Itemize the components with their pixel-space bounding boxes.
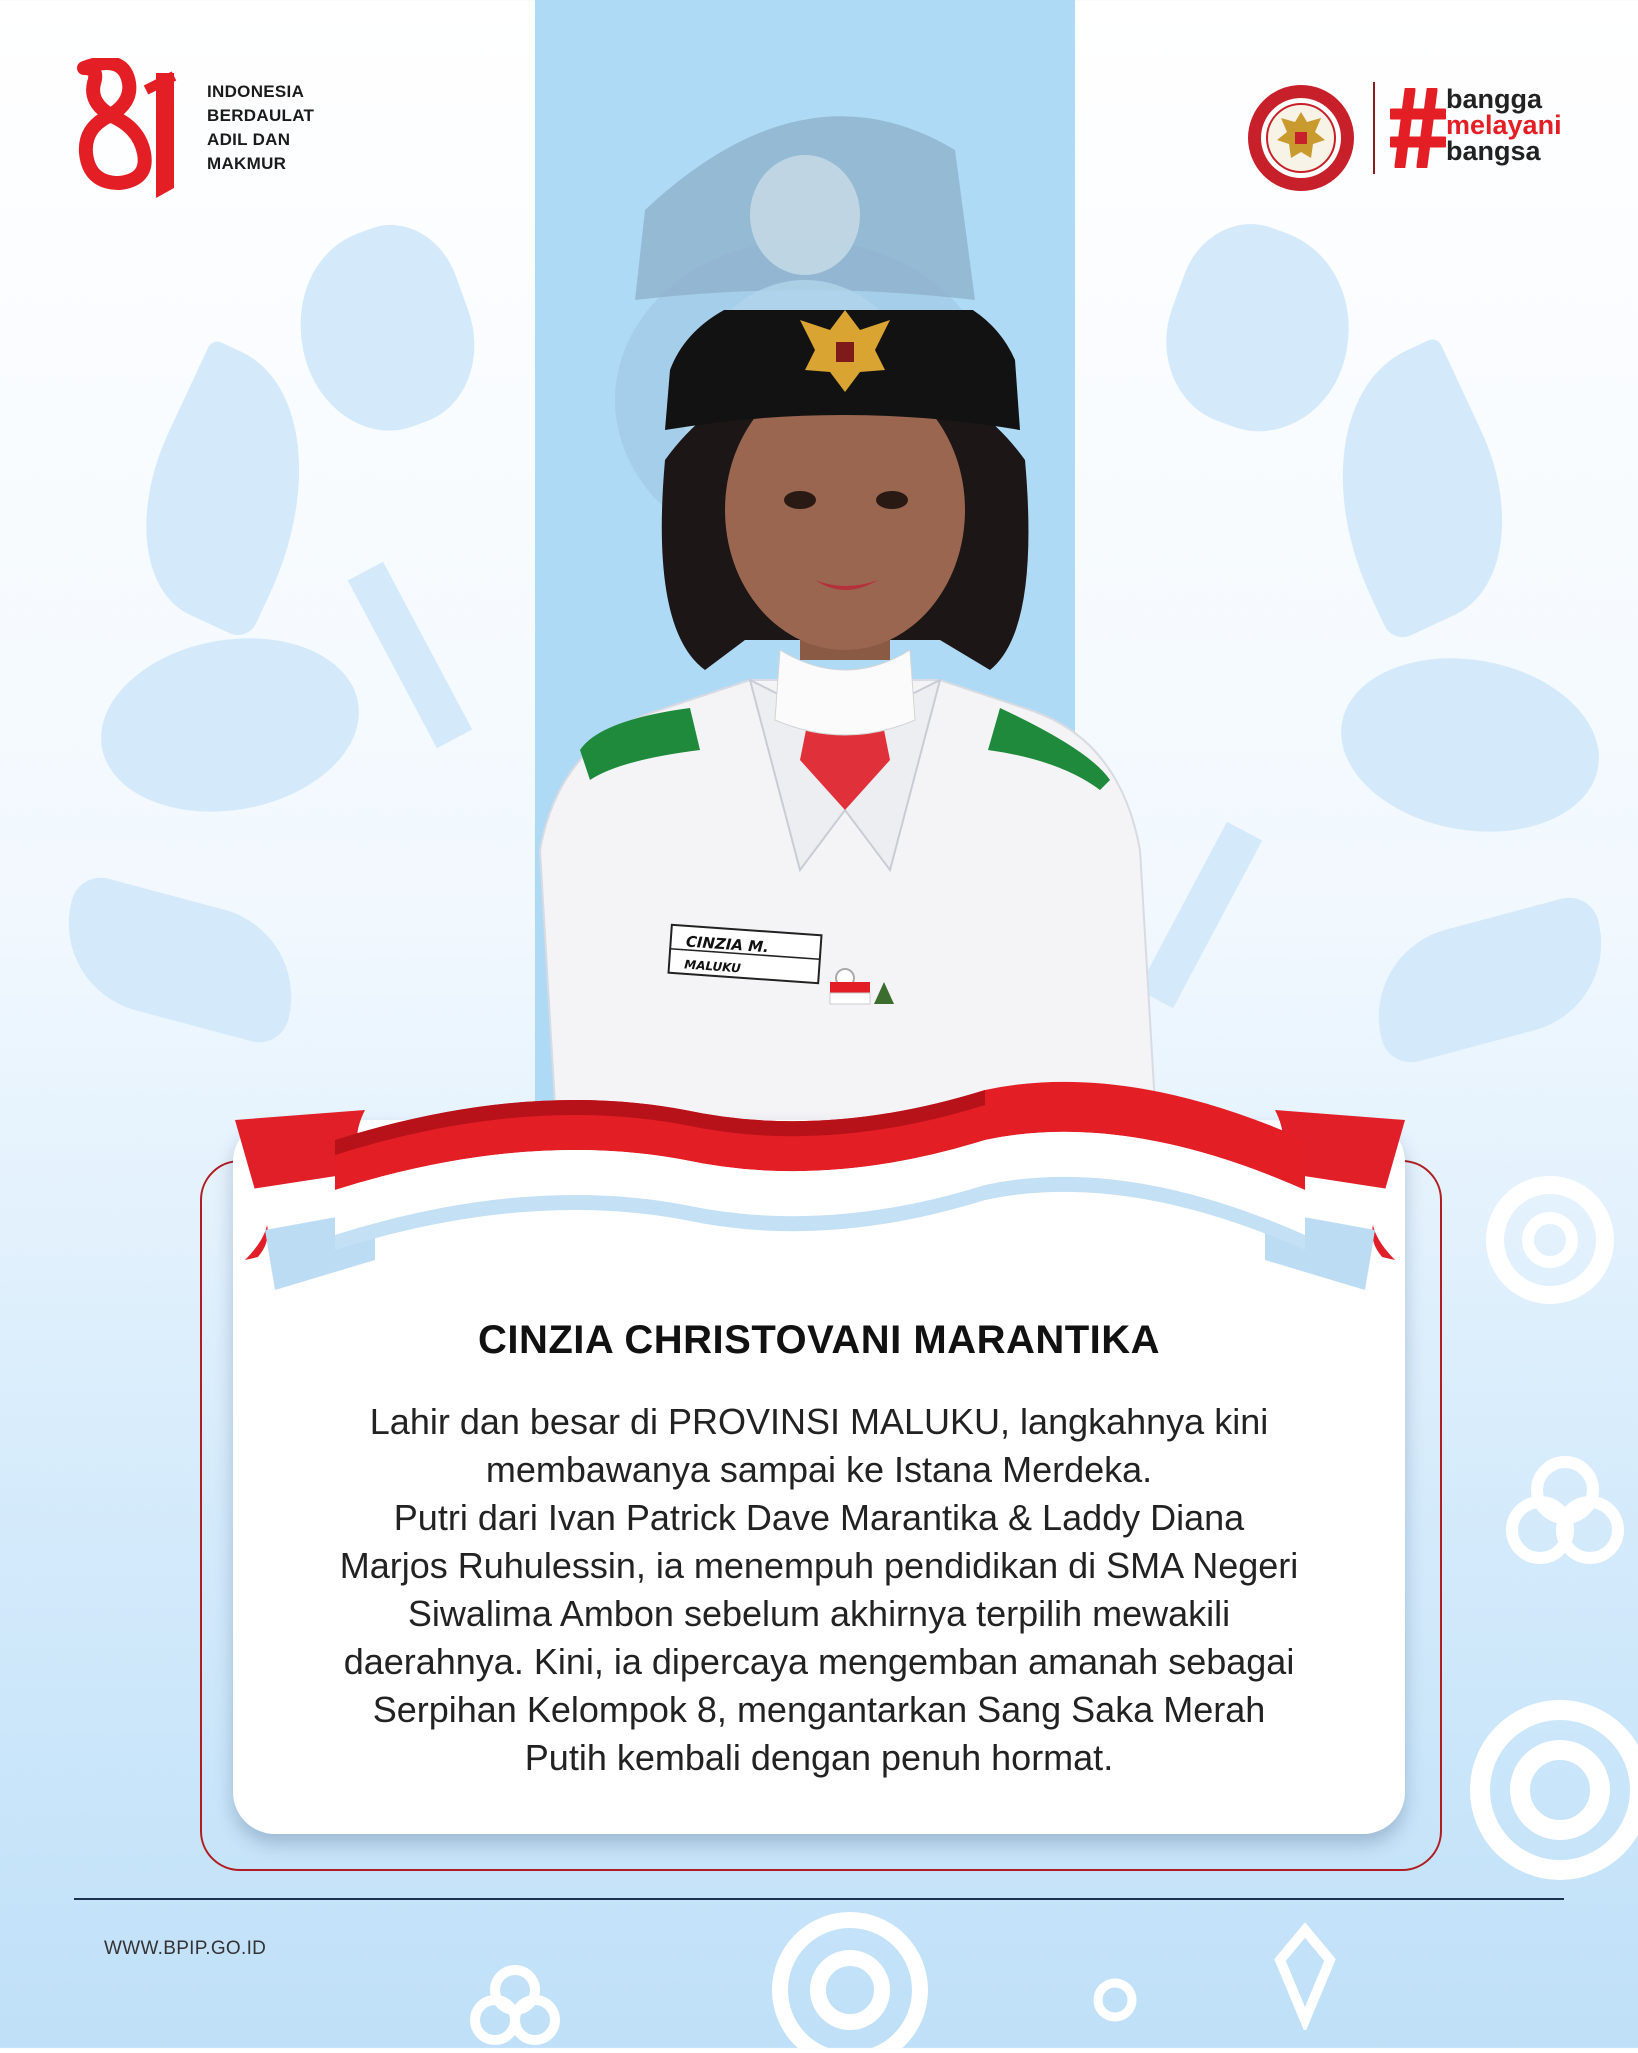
person-name: CINZIA CHRISTOVANI MARANTIKA [477,1318,1161,1362]
hashtag-icon [1390,88,1446,173]
knot-ornament-icon [470,1960,560,2053]
bg-pattern-shape [87,619,373,832]
tagline-line: INDONESIA [207,82,305,101]
bio-line: Putih kembali dengan penuh hormat. [524,1737,1114,1778]
knot-ornament-icon [1090,1975,1140,2030]
knot-ornament-icon [760,1900,940,2053]
bg-pattern-shape [348,562,473,749]
bio-text [250,1398,1388,1782]
bio-line: membawanya sampai ke Istana Merdeka. [485,1449,1153,1490]
bio-line: daerahnya. Kini, ia dipercaya mengemban amanah sebagai [343,1641,1295,1682]
knot-ornament-icon [1480,1170,1620,1315]
nametag-name: CINZIA M. [685,932,770,957]
bio-line: Marjos Ruhulessin, ia menempuh pendidikan di SMA Negeri [339,1545,1299,1586]
knot-ornament-icon [1270,1920,1340,2035]
knot-ornament-icon [1500,1450,1630,1585]
bio-line: Serpihan Kelompok 8, mengantarkan Sang Saka Merah [372,1689,1266,1730]
logo-81-icon [74,58,194,203]
tagline-line: MAKMUR [207,154,287,173]
bio-line: Siwalima Ambon sebelum akhirnya terpilih mewakili [407,1593,1231,1634]
tagline [207,80,314,176]
tagline-line: BERDAULAT [207,106,315,125]
nametag-region: MALUKU [683,957,742,976]
website-link[interactable]: WWW.BPIP.GO.ID [104,1938,267,1959]
hashtag-line: melayani [1446,110,1562,140]
flag-ribbon-icon [225,1060,1415,1325]
bg-pattern-shape [1359,891,1622,1069]
footer-divider [74,1898,1564,1900]
bpip-seal-icon [1245,82,1357,199]
hashtag-text [1446,86,1562,164]
bio-line: Lahir dan besar di PROVINSI MALUKU, langkahnya kini [369,1401,1269,1442]
logo-divider [1373,82,1375,174]
hashtag-line: bangsa [1446,136,1541,166]
knot-ornament-icon [1440,1680,1638,1945]
bio-line: Putri dari Ivan Patrick Dave Marantika & Laddy Diana [393,1497,1245,1538]
bg-pattern-shape [49,871,312,1049]
tagline-line: ADIL DAN [207,130,291,149]
bg-pattern-shape [1327,639,1613,852]
hashtag-line: bangga [1446,84,1543,114]
bg-pattern-shape [271,207,499,453]
